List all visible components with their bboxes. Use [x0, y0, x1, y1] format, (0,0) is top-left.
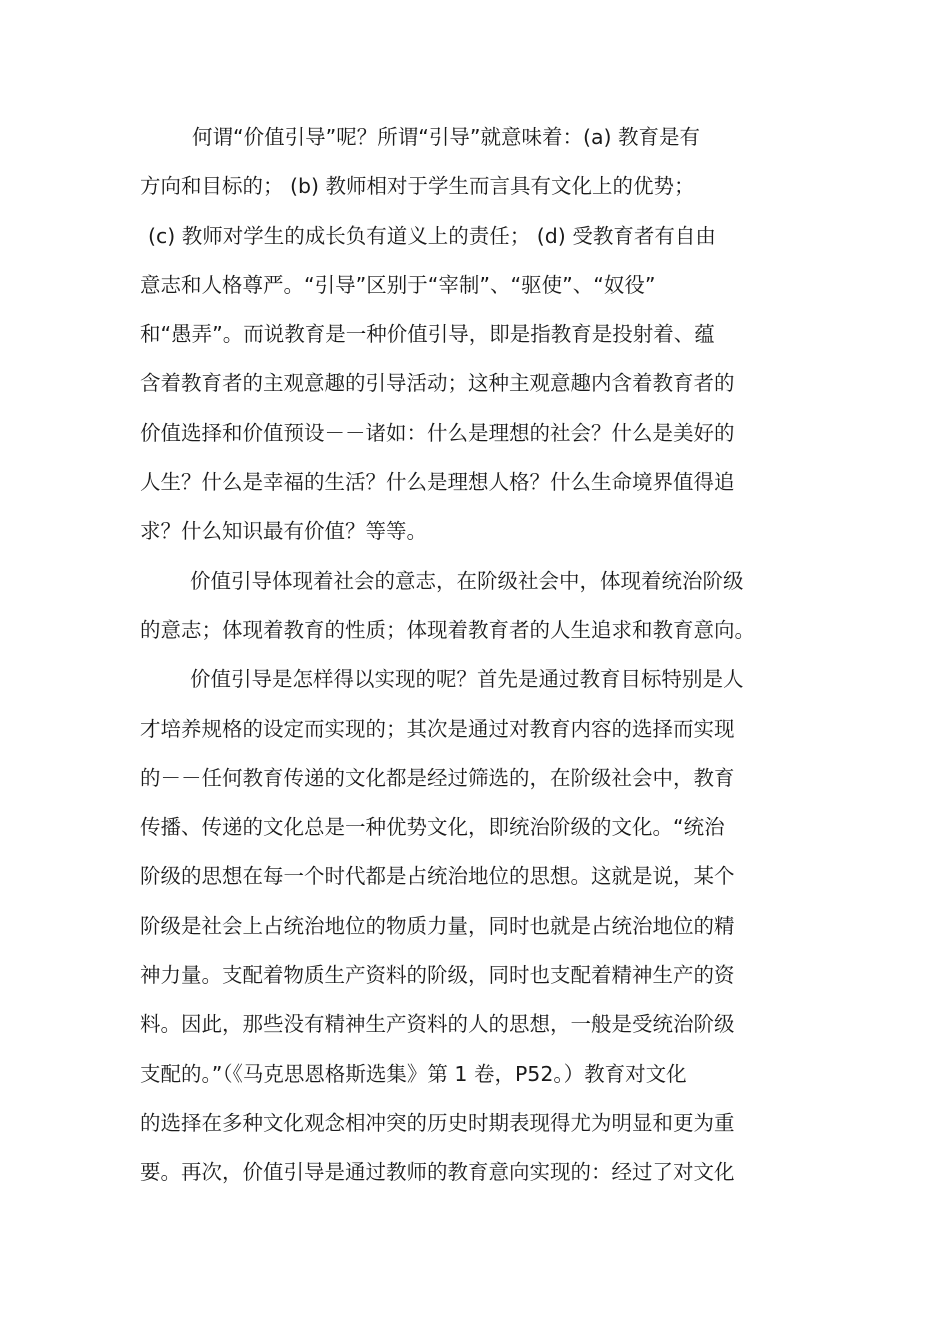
paragraph-line: 求？什么知识最有价值？等等。 — [140, 519, 427, 544]
paragraph-line: 料。因此，那些没有精神生产资料的人的思想，一般是受统治阶级 — [140, 1012, 735, 1037]
document-body — [140, 113, 802, 1198]
paragraph-line: 意志和人格尊严。“引导”区别于“宰制”、“驱使”、“奴役” — [140, 272, 656, 297]
paragraph-line: 的意志；体现着教育的性质；体现着教育者的人生追求和教育意向。 — [140, 617, 755, 642]
paragraph-line: 传播、传递的文化总是一种优势文化，即统治阶级的文化。“统治 — [140, 815, 725, 840]
paragraph-line: 价值引导体现着社会的意志，在阶级社会中，体现着统治阶级 — [190, 568, 744, 593]
paragraph-line: 价值引导是怎样得以实现的呢？首先是通过教育目标特别是人 — [190, 667, 744, 692]
paragraph-line: 人生？什么是幸福的生活？什么是理想人格？什么生命境界值得追 — [140, 470, 735, 495]
paragraph-line: 要。再次，价值引导是通过教师的教育意向实现的：经过了对文化 — [140, 1160, 735, 1185]
paragraph-line: (c) 教师对学生的成长负有道义上的责任； (d) 受教育者有自由 — [148, 223, 716, 248]
paragraph-line: 方向和目标的； (b) 教师相对于学生而言具有文化上的优势； — [140, 174, 695, 199]
paragraph-line: 阶级的思想在每一个时代都是占统治地位的思想。这就是说，某个 — [140, 864, 735, 889]
paragraph-line: 何谓“价值引导”呢？所谓“引导”就意味着：(a) 教育是有 — [192, 125, 701, 149]
paragraph-line: 支配的。”（《马克思恩格斯选集》第 1 卷，P52。）教育对文化 — [140, 1061, 687, 1086]
paragraph-line: 含着教育者的主观意趣的引导活动；这种主观意趣内含着教育者的 — [140, 371, 735, 396]
paragraph-line: 价值选择和价值预设－－诸如：什么是理想的社会？什么是美好的 — [140, 420, 735, 445]
paragraph-line: 阶级是社会上占统治地位的物质力量，同时也就是占统治地位的精 — [140, 913, 735, 938]
paragraph-line: 的－－任何教育传递的文化都是经过筛选的，在阶级社会中，教育 — [140, 765, 735, 790]
paragraph-line: 神力量。支配着物质生产资料的阶级，同时也支配着精神生产的资 — [140, 963, 735, 988]
paragraph-line: 才培养规格的设定而实现的；其次是通过对教育内容的选择而实现 — [140, 716, 735, 741]
paragraph-line: 和“愚弄”。而说教育是一种价值引导，即是指教育是投射着、蕴 — [140, 322, 715, 347]
paragraph-line: 的选择在多种文化观念相冲突的历史时期表现得尤为明显和更为重 — [140, 1110, 735, 1135]
